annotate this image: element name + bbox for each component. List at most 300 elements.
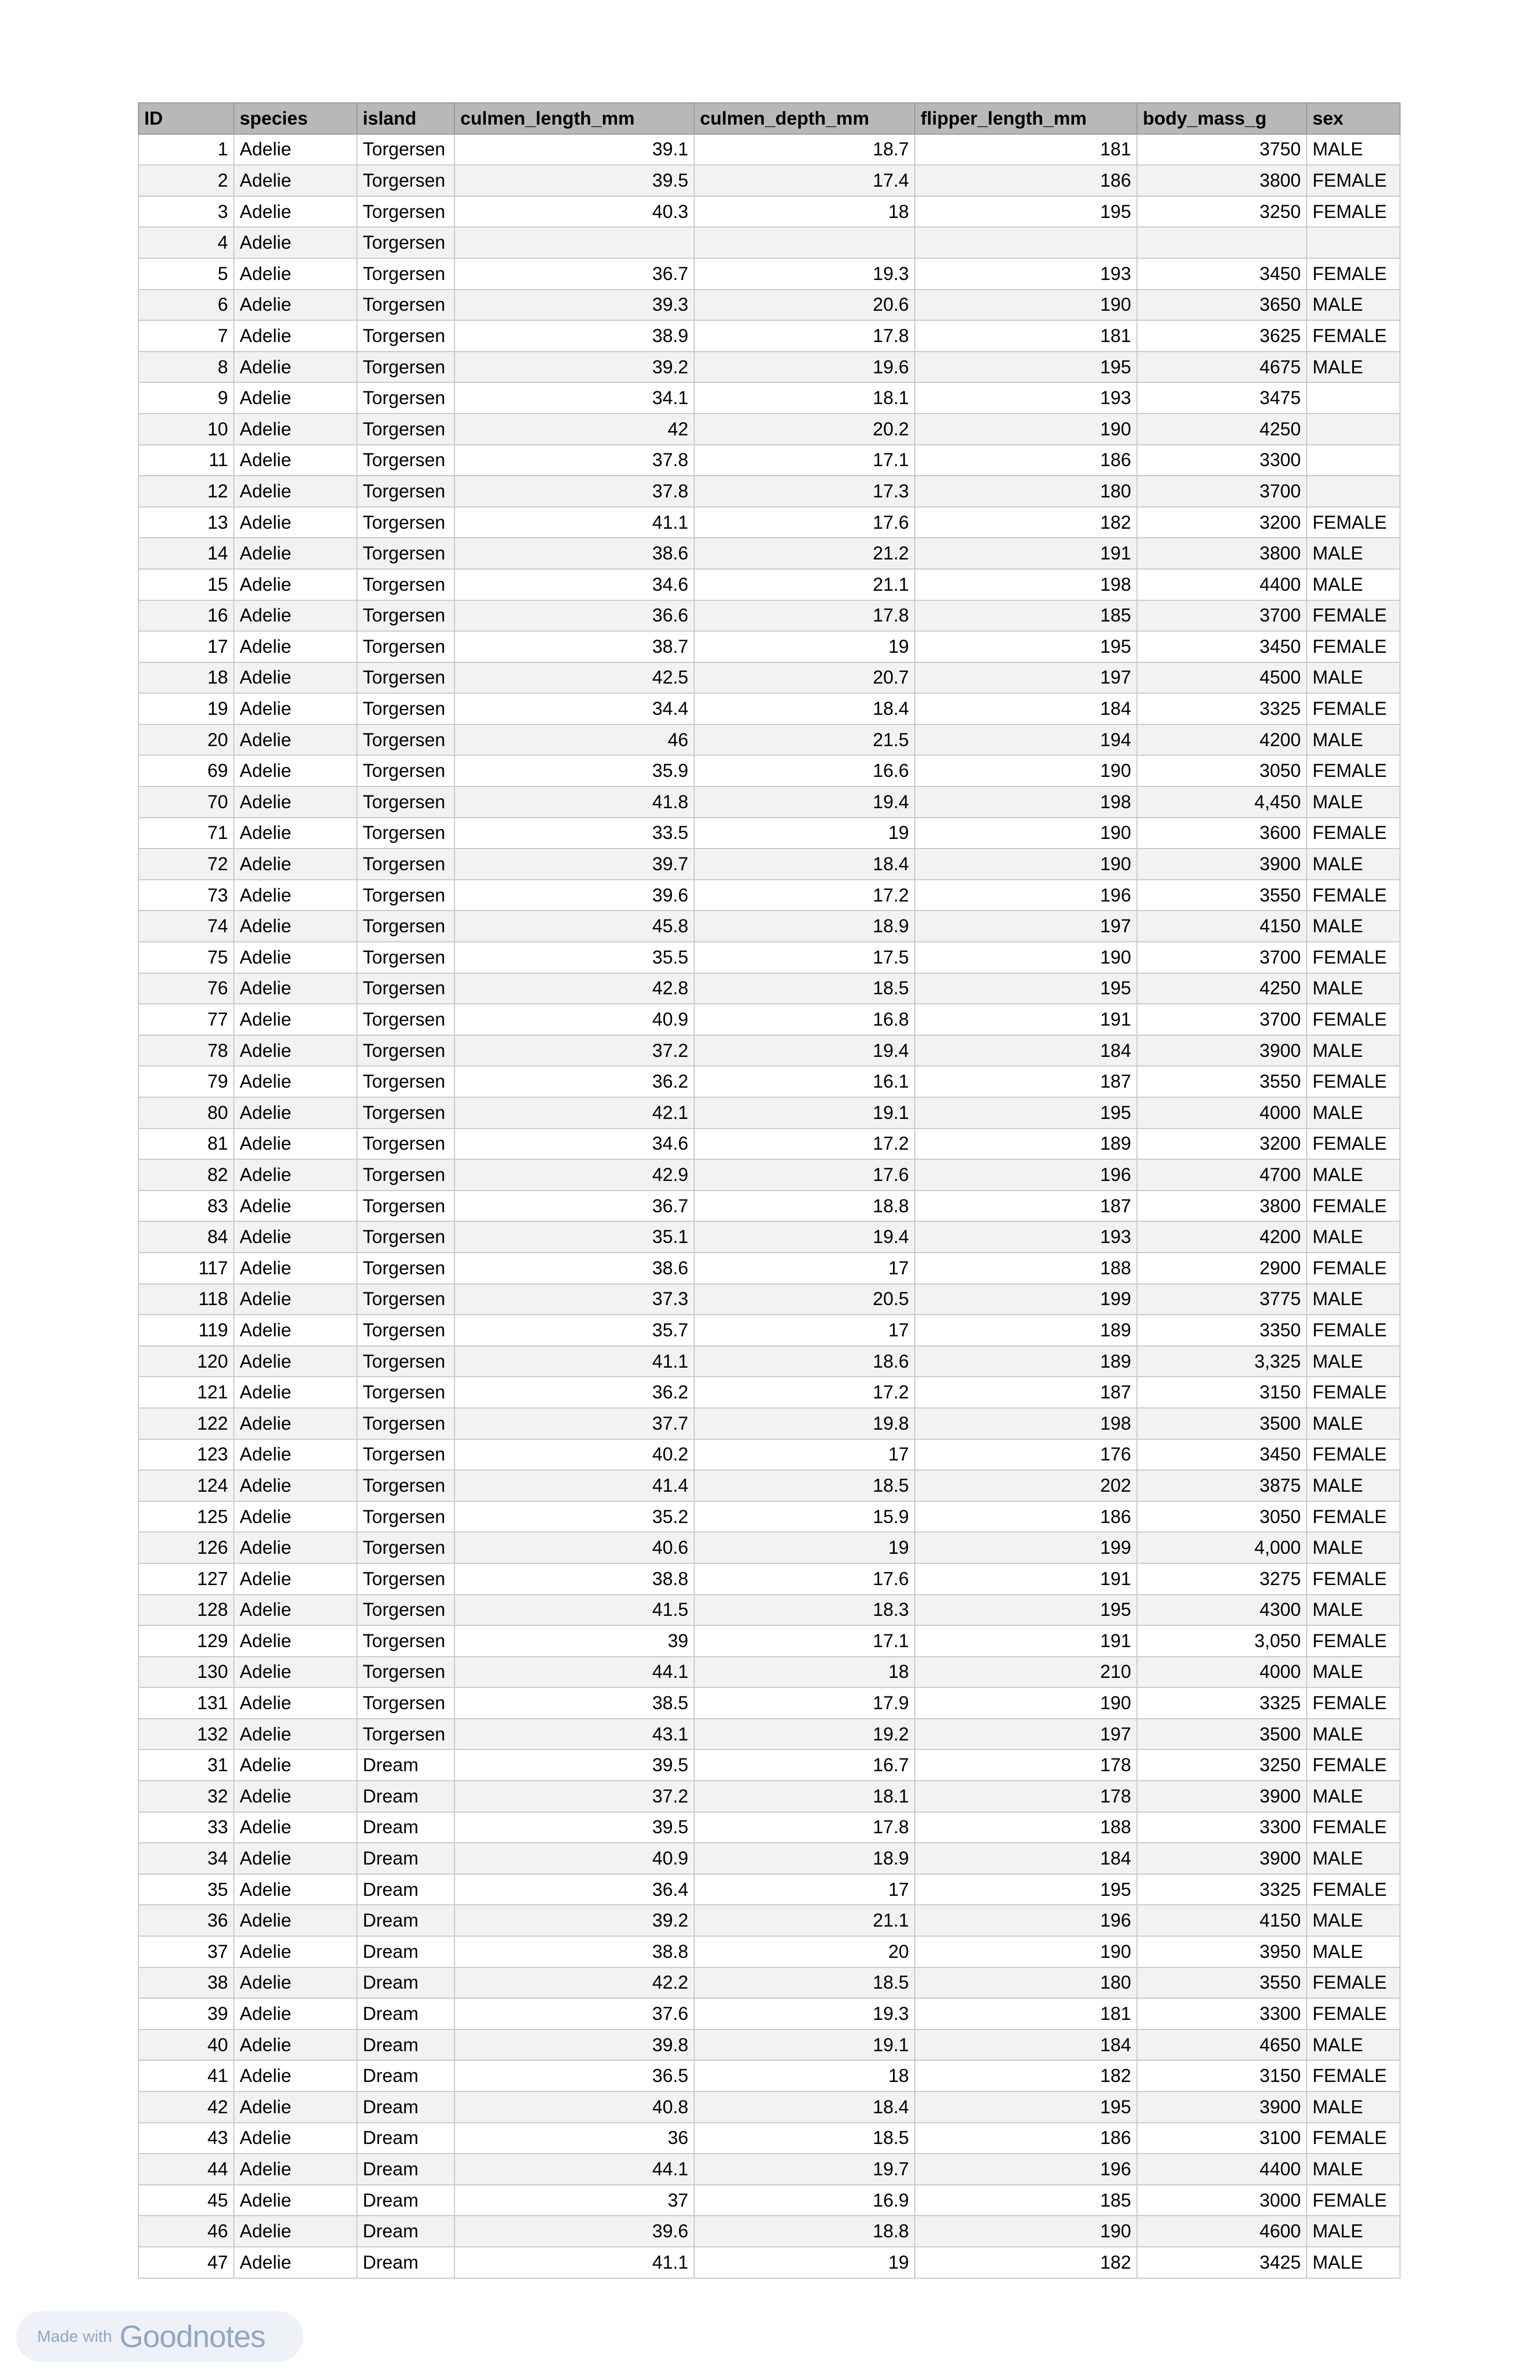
cell-body-mass-g: 3950 bbox=[1137, 1936, 1307, 1967]
cell-id: 129 bbox=[138, 1625, 234, 1657]
cell-flipper-length-mm: 197 bbox=[915, 1719, 1137, 1750]
cell-species: Adelie bbox=[234, 1191, 357, 1222]
cell-species: Adelie bbox=[234, 352, 357, 383]
table-row bbox=[138, 196, 1400, 228]
cell-id: 37 bbox=[138, 1936, 234, 1967]
cell-sex: FEMALE bbox=[1307, 1625, 1400, 1657]
cell-species: Adelie bbox=[234, 1687, 357, 1719]
cell-culmen-length-mm: 41.1 bbox=[454, 507, 694, 538]
cell-island: Torgersen bbox=[357, 911, 454, 942]
cell-species: Adelie bbox=[234, 942, 357, 973]
cell-sex: FEMALE bbox=[1307, 942, 1400, 973]
cell-culmen-length-mm: 42 bbox=[454, 414, 694, 445]
cell-id: 38 bbox=[138, 1967, 234, 1999]
cell-species: Adelie bbox=[234, 320, 357, 352]
cell-species: Adelie bbox=[234, 290, 357, 321]
cell-culmen-depth-mm: 19 bbox=[694, 818, 915, 849]
cell-sex: FEMALE bbox=[1307, 880, 1400, 911]
table-row bbox=[138, 1719, 1400, 1750]
cell-body-mass-g bbox=[1137, 227, 1307, 258]
cell-culmen-depth-mm: 18 bbox=[694, 196, 915, 228]
cell-species: Adelie bbox=[234, 631, 357, 662]
cell-culmen-length-mm: 41.4 bbox=[454, 1470, 694, 1501]
table-row bbox=[138, 1812, 1400, 1843]
cell-culmen-depth-mm: 17.8 bbox=[694, 320, 915, 352]
cell-island: Dream bbox=[357, 1998, 454, 2029]
cell-sex bbox=[1307, 382, 1400, 414]
cell-body-mass-g: 4,000 bbox=[1137, 1532, 1307, 1563]
cell-body-mass-g: 4150 bbox=[1137, 911, 1307, 942]
cell-sex: FEMALE bbox=[1307, 1377, 1400, 1408]
cell-sex: FEMALE bbox=[1307, 165, 1400, 196]
table-row bbox=[138, 786, 1400, 818]
cell-sex: MALE bbox=[1307, 1221, 1400, 1253]
table-row bbox=[138, 1595, 1400, 1626]
cell-id: 71 bbox=[138, 818, 234, 849]
cell-body-mass-g: 3800 bbox=[1137, 538, 1307, 569]
cell-id: 83 bbox=[138, 1191, 234, 1222]
cell-flipper-length-mm: 199 bbox=[915, 1532, 1137, 1563]
table-row bbox=[138, 290, 1400, 321]
cell-culmen-depth-mm: 20.2 bbox=[694, 414, 915, 445]
cell-id: 122 bbox=[138, 1408, 234, 1439]
table-row bbox=[138, 1066, 1400, 1097]
cell-body-mass-g: 3150 bbox=[1137, 1377, 1307, 1408]
table-row bbox=[138, 320, 1400, 352]
table-row bbox=[138, 1408, 1400, 1439]
cell-culmen-length-mm: 35.1 bbox=[454, 1221, 694, 1253]
cell-id: 126 bbox=[138, 1532, 234, 1563]
cell-flipper-length-mm: 210 bbox=[915, 1657, 1137, 1688]
cell-id: 127 bbox=[138, 1563, 234, 1595]
table-row bbox=[138, 134, 1400, 165]
cell-island: Torgersen bbox=[357, 1625, 454, 1657]
cell-culmen-depth-mm: 18 bbox=[694, 2060, 915, 2092]
cell-island: Dream bbox=[357, 2185, 454, 2216]
cell-id: 117 bbox=[138, 1253, 234, 1284]
cell-id: 79 bbox=[138, 1066, 234, 1097]
cell-body-mass-g: 3475 bbox=[1137, 382, 1307, 414]
cell-id: 35 bbox=[138, 1874, 234, 1905]
cell-sex: FEMALE bbox=[1307, 258, 1400, 290]
cell-id: 77 bbox=[138, 1004, 234, 1035]
cell-sex: MALE bbox=[1307, 1035, 1400, 1066]
table-row bbox=[138, 1781, 1400, 1812]
cell-id: 3 bbox=[138, 196, 234, 228]
cell-flipper-length-mm: 180 bbox=[915, 476, 1137, 507]
cell-species: Adelie bbox=[234, 1595, 357, 1626]
cell-culmen-length-mm: 36.7 bbox=[454, 1191, 694, 1222]
cell-sex: MALE bbox=[1307, 352, 1400, 383]
cell-body-mass-g: 3250 bbox=[1137, 196, 1307, 228]
cell-island: Torgersen bbox=[357, 755, 454, 786]
cell-flipper-length-mm: 190 bbox=[915, 818, 1137, 849]
cell-species: Adelie bbox=[234, 1936, 357, 1967]
cell-species: Adelie bbox=[234, 1097, 357, 1128]
cell-culmen-length-mm: 35.5 bbox=[454, 942, 694, 973]
cell-body-mass-g: 3150 bbox=[1137, 2060, 1307, 2092]
cell-body-mass-g: 3350 bbox=[1137, 1315, 1307, 1346]
cell-body-mass-g: 3800 bbox=[1137, 165, 1307, 196]
cell-species: Adelie bbox=[234, 1532, 357, 1563]
cell-culmen-depth-mm: 17.5 bbox=[694, 942, 915, 973]
cell-body-mass-g: 4250 bbox=[1137, 414, 1307, 445]
cell-island: Torgersen bbox=[357, 693, 454, 724]
cell-body-mass-g: 3425 bbox=[1137, 2247, 1307, 2278]
cell-island: Dream bbox=[357, 2029, 454, 2061]
column-header-island: island bbox=[357, 103, 454, 134]
table-row bbox=[138, 1315, 1400, 1346]
cell-id: 4 bbox=[138, 227, 234, 258]
cell-body-mass-g: 3900 bbox=[1137, 1843, 1307, 1874]
cell-island: Torgersen bbox=[357, 1377, 454, 1408]
cell-culmen-length-mm: 36.7 bbox=[454, 258, 694, 290]
cell-island: Torgersen bbox=[357, 1657, 454, 1688]
cell-island: Torgersen bbox=[357, 1315, 454, 1346]
cell-culmen-length-mm: 39.5 bbox=[454, 1812, 694, 1843]
cell-sex: FEMALE bbox=[1307, 818, 1400, 849]
cell-id: 16 bbox=[138, 600, 234, 632]
cell-culmen-length-mm: 34.6 bbox=[454, 569, 694, 600]
cell-culmen-depth-mm: 16.9 bbox=[694, 2185, 915, 2216]
cell-sex: MALE bbox=[1307, 2154, 1400, 2185]
cell-culmen-depth-mm: 18.7 bbox=[694, 134, 915, 165]
cell-body-mass-g: 3900 bbox=[1137, 1781, 1307, 1812]
cell-sex: FEMALE bbox=[1307, 196, 1400, 228]
cell-island: Torgersen bbox=[357, 1035, 454, 1066]
cell-culmen-length-mm: 41.1 bbox=[454, 2247, 694, 2278]
cell-species: Adelie bbox=[234, 880, 357, 911]
cell-body-mass-g: 3200 bbox=[1137, 1128, 1307, 1160]
cell-body-mass-g: 4400 bbox=[1137, 569, 1307, 600]
cell-culmen-length-mm: 40.3 bbox=[454, 196, 694, 228]
cell-species: Adelie bbox=[234, 786, 357, 818]
cell-body-mass-g: 3450 bbox=[1137, 631, 1307, 662]
cell-island: Torgersen bbox=[357, 1501, 454, 1533]
cell-sex: FEMALE bbox=[1307, 1874, 1400, 1905]
cell-island: Torgersen bbox=[357, 196, 454, 228]
cell-flipper-length-mm: 182 bbox=[915, 2060, 1137, 2092]
cell-sex: MALE bbox=[1307, 1284, 1400, 1315]
cell-culmen-depth-mm: 18.1 bbox=[694, 1781, 915, 1812]
cell-sex: MALE bbox=[1307, 134, 1400, 165]
table-row bbox=[138, 1221, 1400, 1253]
cell-culmen-length-mm: 39.7 bbox=[454, 848, 694, 880]
cell-flipper-length-mm: 191 bbox=[915, 538, 1137, 569]
cell-species: Adelie bbox=[234, 2154, 357, 2185]
cell-culmen-length-mm: 39 bbox=[454, 1625, 694, 1657]
table-row bbox=[138, 662, 1400, 694]
cell-body-mass-g: 4150 bbox=[1137, 1905, 1307, 1936]
cell-culmen-depth-mm: 17 bbox=[694, 1253, 915, 1284]
cell-culmen-length-mm: 36.5 bbox=[454, 2060, 694, 2092]
cell-body-mass-g: 3550 bbox=[1137, 1066, 1307, 1097]
cell-island: Torgersen bbox=[357, 786, 454, 818]
cell-species: Adelie bbox=[234, 2060, 357, 2092]
cell-id: 76 bbox=[138, 973, 234, 1004]
cell-culmen-length-mm: 39.5 bbox=[454, 165, 694, 196]
cell-culmen-length-mm: 44.1 bbox=[454, 1657, 694, 1688]
cell-sex: FEMALE bbox=[1307, 1191, 1400, 1222]
cell-island: Torgersen bbox=[357, 445, 454, 476]
cell-flipper-length-mm: 195 bbox=[915, 1874, 1137, 1905]
cell-body-mass-g: 3700 bbox=[1137, 1004, 1307, 1035]
cell-sex: MALE bbox=[1307, 1408, 1400, 1439]
cell-sex: MALE bbox=[1307, 1595, 1400, 1626]
cell-flipper-length-mm: 195 bbox=[915, 973, 1137, 1004]
cell-culmen-length-mm: 38.5 bbox=[454, 1687, 694, 1719]
cell-flipper-length-mm: 194 bbox=[915, 724, 1137, 756]
cell-species: Adelie bbox=[234, 1035, 357, 1066]
cell-species: Adelie bbox=[234, 134, 357, 165]
cell-id: 42 bbox=[138, 2092, 234, 2123]
cell-id: 1 bbox=[138, 134, 234, 165]
cell-flipper-length-mm: 187 bbox=[915, 1377, 1137, 1408]
cell-flipper-length-mm: 189 bbox=[915, 1128, 1137, 1160]
cell-island: Torgersen bbox=[357, 818, 454, 849]
cell-sex: FEMALE bbox=[1307, 1501, 1400, 1533]
cell-island: Torgersen bbox=[357, 1719, 454, 1750]
cell-culmen-length-mm: 39.1 bbox=[454, 134, 694, 165]
cell-body-mass-g: 4000 bbox=[1137, 1097, 1307, 1128]
table-row bbox=[138, 507, 1400, 538]
cell-island: Torgersen bbox=[357, 942, 454, 973]
table-row bbox=[138, 1563, 1400, 1595]
cell-species: Adelie bbox=[234, 1874, 357, 1905]
cell-id: 33 bbox=[138, 1812, 234, 1843]
cell-flipper-length-mm: 190 bbox=[915, 848, 1137, 880]
cell-body-mass-g: 3325 bbox=[1137, 1687, 1307, 1719]
cell-body-mass-g: 3625 bbox=[1137, 320, 1307, 352]
cell-culmen-length-mm: 35.9 bbox=[454, 755, 694, 786]
cell-sex: MALE bbox=[1307, 2092, 1400, 2123]
made-with-goodnotes-badge bbox=[16, 2311, 303, 2362]
cell-species: Adelie bbox=[234, 196, 357, 228]
cell-body-mass-g: 4500 bbox=[1137, 662, 1307, 694]
cell-id: 47 bbox=[138, 2247, 234, 2278]
cell-culmen-depth-mm: 19.3 bbox=[694, 258, 915, 290]
cell-flipper-length-mm: 191 bbox=[915, 1004, 1137, 1035]
cell-body-mass-g: 3000 bbox=[1137, 2185, 1307, 2216]
cell-island: Torgersen bbox=[357, 538, 454, 569]
cell-culmen-length-mm: 40.2 bbox=[454, 1439, 694, 1471]
table-row bbox=[138, 476, 1400, 507]
cell-sex: FEMALE bbox=[1307, 1967, 1400, 1999]
cell-island: Torgersen bbox=[357, 1595, 454, 1626]
cell-sex: FEMALE bbox=[1307, 1439, 1400, 1471]
cell-culmen-depth-mm: 19 bbox=[694, 2247, 915, 2278]
cell-body-mass-g: 3700 bbox=[1137, 942, 1307, 973]
table-row bbox=[138, 2092, 1400, 2123]
cell-body-mass-g: 3300 bbox=[1137, 445, 1307, 476]
cell-culmen-depth-mm: 17.1 bbox=[694, 445, 915, 476]
column-header-species: species bbox=[234, 103, 357, 134]
cell-body-mass-g: 3750 bbox=[1137, 134, 1307, 165]
cell-culmen-length-mm: 42.2 bbox=[454, 1967, 694, 1999]
cell-id: 123 bbox=[138, 1439, 234, 1471]
cell-culmen-length-mm: 46 bbox=[454, 724, 694, 756]
cell-body-mass-g: 4400 bbox=[1137, 2154, 1307, 2185]
cell-flipper-length-mm: 195 bbox=[915, 2092, 1137, 2123]
cell-sex: MALE bbox=[1307, 724, 1400, 756]
cell-island: Dream bbox=[357, 2216, 454, 2247]
cell-sex: FEMALE bbox=[1307, 1749, 1400, 1781]
cell-species: Adelie bbox=[234, 507, 357, 538]
table-row bbox=[138, 1625, 1400, 1657]
column-header-id: ID bbox=[138, 103, 234, 134]
cell-culmen-length-mm: 37.2 bbox=[454, 1035, 694, 1066]
cell-sex: MALE bbox=[1307, 1905, 1400, 1936]
table-row bbox=[138, 973, 1400, 1004]
table-row bbox=[138, 1843, 1400, 1874]
cell-culmen-depth-mm: 19.4 bbox=[694, 1221, 915, 1253]
cell-flipper-length-mm: 196 bbox=[915, 1905, 1137, 1936]
cell-island: Torgersen bbox=[357, 1439, 454, 1471]
cell-species: Adelie bbox=[234, 1501, 357, 1533]
cell-flipper-length-mm: 186 bbox=[915, 2123, 1137, 2154]
cell-body-mass-g: 4700 bbox=[1137, 1159, 1307, 1191]
cell-island: Torgersen bbox=[357, 1066, 454, 1097]
cell-culmen-depth-mm: 18.6 bbox=[694, 1346, 915, 1377]
cell-culmen-depth-mm: 19.1 bbox=[694, 2029, 915, 2061]
cell-id: 12 bbox=[138, 476, 234, 507]
cell-species: Adelie bbox=[234, 538, 357, 569]
table-row bbox=[138, 2123, 1400, 2154]
table-row bbox=[138, 1657, 1400, 1688]
table-row bbox=[138, 1749, 1400, 1781]
cell-island: Torgersen bbox=[357, 352, 454, 383]
cell-island: Dream bbox=[357, 1749, 454, 1781]
cell-culmen-depth-mm: 17.9 bbox=[694, 1687, 915, 1719]
cell-id: 19 bbox=[138, 693, 234, 724]
cell-species: Adelie bbox=[234, 973, 357, 1004]
cell-culmen-length-mm: 42.5 bbox=[454, 662, 694, 694]
table-row bbox=[138, 569, 1400, 600]
table-row bbox=[138, 227, 1400, 258]
cell-sex: MALE bbox=[1307, 1719, 1400, 1750]
cell-culmen-depth-mm: 17 bbox=[694, 1874, 915, 1905]
cell-island: Torgersen bbox=[357, 1253, 454, 1284]
cell-body-mass-g: 3875 bbox=[1137, 1470, 1307, 1501]
cell-culmen-depth-mm: 17.2 bbox=[694, 1128, 915, 1160]
cell-sex: FEMALE bbox=[1307, 1066, 1400, 1097]
cell-sex: FEMALE bbox=[1307, 2185, 1400, 2216]
cell-culmen-length-mm: 36.2 bbox=[454, 1066, 694, 1097]
cell-id: 125 bbox=[138, 1501, 234, 1533]
cell-flipper-length-mm: 195 bbox=[915, 1097, 1137, 1128]
cell-culmen-length-mm: 40.9 bbox=[454, 1004, 694, 1035]
cell-species: Adelie bbox=[234, 724, 357, 756]
cell-flipper-length-mm: 180 bbox=[915, 1967, 1137, 1999]
cell-id: 39 bbox=[138, 1998, 234, 2029]
cell-flipper-length-mm: 178 bbox=[915, 1749, 1137, 1781]
cell-species: Adelie bbox=[234, 476, 357, 507]
cell-culmen-length-mm: 39.6 bbox=[454, 2216, 694, 2247]
cell-island: Dream bbox=[357, 1812, 454, 1843]
cell-sex: MALE bbox=[1307, 2247, 1400, 2278]
table-row bbox=[138, 1035, 1400, 1066]
cell-species: Adelie bbox=[234, 1408, 357, 1439]
cell-species: Adelie bbox=[234, 1563, 357, 1595]
cell-species: Adelie bbox=[234, 1346, 357, 1377]
cell-id: 17 bbox=[138, 631, 234, 662]
cell-flipper-length-mm: 190 bbox=[915, 1936, 1137, 1967]
column-header-flipper-length-mm: flipper_length_mm bbox=[915, 103, 1137, 134]
cell-island: Dream bbox=[357, 1967, 454, 1999]
table-row bbox=[138, 1936, 1400, 1967]
cell-species: Adelie bbox=[234, 165, 357, 196]
cell-body-mass-g: 3500 bbox=[1137, 1408, 1307, 1439]
cell-body-mass-g: 3900 bbox=[1137, 2092, 1307, 2123]
cell-island: Torgersen bbox=[357, 1191, 454, 1222]
cell-island: Dream bbox=[357, 2247, 454, 2278]
cell-culmen-length-mm: 39.8 bbox=[454, 2029, 694, 2061]
cell-culmen-length-mm: 38.6 bbox=[454, 1253, 694, 1284]
cell-species: Adelie bbox=[234, 569, 357, 600]
cell-culmen-length-mm: 39.5 bbox=[454, 1749, 694, 1781]
table-row bbox=[138, 1128, 1400, 1160]
cell-sex: MALE bbox=[1307, 662, 1400, 694]
cell-sex: MALE bbox=[1307, 569, 1400, 600]
cell-island: Torgersen bbox=[357, 1128, 454, 1160]
cell-culmen-length-mm: 43.1 bbox=[454, 1719, 694, 1750]
cell-culmen-depth-mm: 19.6 bbox=[694, 352, 915, 383]
cell-sex: FEMALE bbox=[1307, 1253, 1400, 1284]
cell-culmen-depth-mm: 15.9 bbox=[694, 1501, 915, 1533]
cell-id: 43 bbox=[138, 2123, 234, 2154]
cell-culmen-depth-mm: 16.6 bbox=[694, 755, 915, 786]
cell-flipper-length-mm: 188 bbox=[915, 1253, 1137, 1284]
cell-body-mass-g: 4650 bbox=[1137, 2029, 1307, 2061]
cell-culmen-length-mm: 35.7 bbox=[454, 1315, 694, 1346]
table-row bbox=[138, 755, 1400, 786]
cell-body-mass-g: 3775 bbox=[1137, 1284, 1307, 1315]
cell-flipper-length-mm: 198 bbox=[915, 569, 1137, 600]
cell-flipper-length-mm: 184 bbox=[915, 1843, 1137, 1874]
cell-culmen-length-mm: 37 bbox=[454, 2185, 694, 2216]
cell-flipper-length-mm: 182 bbox=[915, 2247, 1137, 2278]
cell-species: Adelie bbox=[234, 1439, 357, 1471]
cell-island: Torgersen bbox=[357, 1346, 454, 1377]
cell-flipper-length-mm: 196 bbox=[915, 1159, 1137, 1191]
cell-island: Dream bbox=[357, 1936, 454, 1967]
cell-species: Adelie bbox=[234, 414, 357, 445]
cell-id: 131 bbox=[138, 1687, 234, 1719]
cell-island: Torgersen bbox=[357, 662, 454, 694]
cell-island: Torgersen bbox=[357, 290, 454, 321]
cell-flipper-length-mm: 178 bbox=[915, 1781, 1137, 1812]
table-body bbox=[138, 134, 1400, 2278]
table-row bbox=[138, 1159, 1400, 1191]
cell-sex: FEMALE bbox=[1307, 320, 1400, 352]
cell-sex: MALE bbox=[1307, 973, 1400, 1004]
cell-culmen-length-mm: 35.2 bbox=[454, 1501, 694, 1533]
cell-sex: MALE bbox=[1307, 848, 1400, 880]
cell-id: 11 bbox=[138, 445, 234, 476]
cell-culmen-depth-mm: 19 bbox=[694, 1532, 915, 1563]
cell-species: Adelie bbox=[234, 693, 357, 724]
table-row bbox=[138, 724, 1400, 756]
cell-body-mass-g: 3300 bbox=[1137, 1998, 1307, 2029]
cell-species: Adelie bbox=[234, 2185, 357, 2216]
cell-island: Torgersen bbox=[357, 227, 454, 258]
table-row bbox=[138, 1377, 1400, 1408]
cell-sex: MALE bbox=[1307, 1532, 1400, 1563]
table-row bbox=[138, 2247, 1400, 2278]
cell-sex: MALE bbox=[1307, 290, 1400, 321]
cell-island: Torgersen bbox=[357, 1563, 454, 1595]
cell-body-mass-g: 3650 bbox=[1137, 290, 1307, 321]
